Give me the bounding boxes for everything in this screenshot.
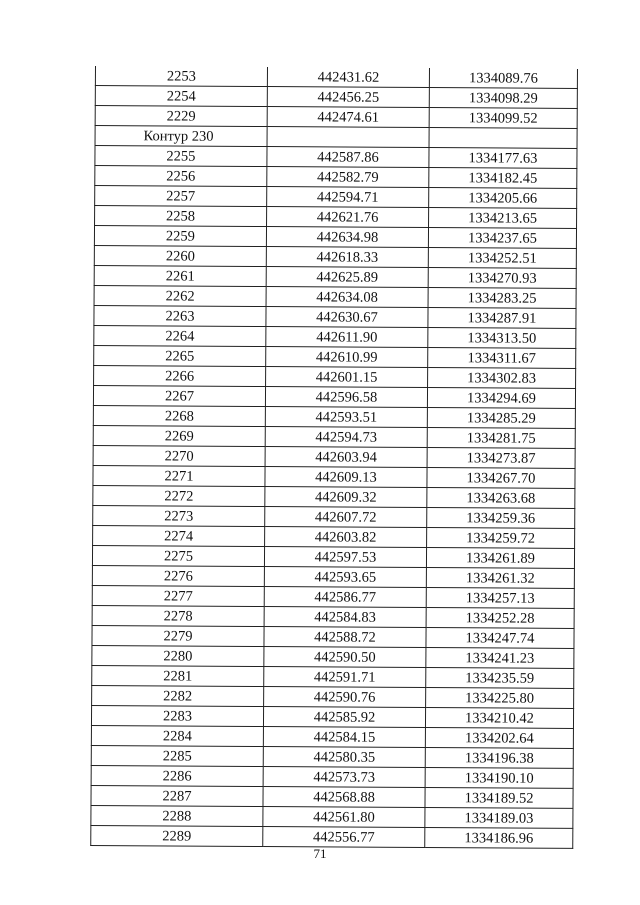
y-coordinate-cell: 1334098.29 (429, 88, 577, 109)
x-coordinate-cell: 442568.88 (263, 787, 425, 808)
x-coordinate-cell: 442585.92 (263, 707, 425, 728)
x-coordinate-cell: 442603.94 (265, 447, 427, 468)
point-number-cell: 2254 (95, 86, 267, 107)
x-coordinate-cell: 442610.99 (266, 347, 428, 368)
y-coordinate-cell: 1334252.28 (426, 608, 574, 629)
x-coordinate-cell: 442573.73 (263, 767, 425, 788)
point-number-cell: 2264 (94, 325, 266, 346)
point-number-cell: 2276 (92, 565, 264, 586)
y-coordinate-cell: 1334261.32 (426, 568, 574, 589)
x-coordinate-cell: 442634.98 (266, 227, 428, 248)
y-coordinate-cell: 1334259.36 (427, 508, 575, 529)
point-number-cell: 2267 (93, 385, 265, 406)
x-coordinate-cell: 442593.51 (265, 407, 427, 428)
x-coordinate-cell: 442582.79 (267, 167, 429, 188)
x-coordinate-cell: 442630.67 (266, 307, 428, 328)
point-number-cell: 2275 (92, 545, 264, 566)
y-coordinate-cell: 1334237.65 (428, 228, 576, 249)
point-number-cell: 2257 (95, 186, 267, 207)
point-number-cell: 2286 (91, 765, 263, 786)
y-coordinate-cell: 1334263.68 (427, 488, 575, 509)
point-number-cell: 2272 (93, 485, 265, 506)
y-coordinate-cell: 1334281.75 (427, 428, 575, 449)
y-coordinate-cell: 1334189.52 (425, 788, 573, 809)
x-coordinate-cell: 442584.83 (264, 607, 426, 628)
point-number-cell: 2258 (95, 206, 267, 227)
y-coordinate-cell: 1334285.29 (427, 408, 575, 429)
y-coordinate-cell: 1334257.13 (426, 588, 574, 609)
x-coordinate-cell: 442456.25 (267, 87, 429, 108)
y-coordinate-cell: 1334273.87 (427, 448, 575, 469)
x-coordinate-cell: 442601.15 (266, 367, 428, 388)
x-coordinate-cell: 442561.80 (263, 807, 425, 828)
x-coordinate-cell: 442625.89 (266, 267, 428, 288)
y-coordinate-cell: 1334313.50 (428, 328, 576, 349)
x-coordinate-cell: 442590.50 (264, 647, 426, 668)
x-coordinate-cell: 442596.58 (265, 387, 427, 408)
point-number-cell: 2255 (95, 146, 267, 167)
x-coordinate-cell: 442590.76 (264, 687, 426, 708)
x-coordinate-cell: 442609.32 (265, 487, 427, 508)
point-number-cell: 2253 (95, 66, 267, 87)
point-number-cell: 2266 (94, 365, 266, 386)
x-coordinate-cell: 442584.15 (263, 727, 425, 748)
point-number-cell: 2288 (91, 805, 263, 826)
point-number-cell: 2260 (94, 245, 266, 266)
x-coordinate-cell: 442591.71 (264, 667, 426, 688)
y-coordinate-cell: 1334177.63 (429, 148, 577, 169)
x-coordinate-cell: 442593.65 (264, 567, 426, 588)
x-coordinate-cell: 442588.72 (264, 627, 426, 648)
contour-label: Контур 230 (95, 126, 267, 147)
table-row (91, 825, 573, 848)
point-number-cell: 2268 (93, 405, 265, 426)
x-coordinate-cell: 442594.71 (267, 187, 429, 208)
x-coordinate-cell: 442586.77 (264, 587, 426, 608)
y-coordinate-cell: 1334302.83 (428, 368, 576, 389)
point-number-cell: 2261 (94, 265, 266, 286)
point-number-cell: 2284 (91, 725, 263, 746)
y-coordinate-cell: 1334189.03 (425, 808, 573, 829)
x-coordinate-cell: 442474.61 (267, 107, 429, 128)
x-coordinate-cell: 442580.35 (263, 747, 425, 768)
point-number-cell: 2278 (92, 605, 264, 626)
y-coordinate-cell: 1334283.25 (428, 288, 576, 309)
point-number-cell: 2256 (95, 166, 267, 187)
x-coordinate-cell: 442603.82 (265, 527, 427, 548)
point-number-cell: 2229 (95, 106, 267, 127)
coordinates-table (90, 66, 578, 849)
empty-cell-y (429, 128, 577, 149)
x-coordinate-cell: 442609.13 (265, 467, 427, 488)
point-number-cell: 2289 (91, 825, 263, 846)
y-coordinate-cell: 1334202.64 (425, 728, 573, 749)
x-coordinate-cell: 442607.72 (265, 507, 427, 528)
point-number-cell: 2273 (93, 505, 265, 526)
point-number-cell: 2271 (93, 465, 265, 486)
point-number-cell: 2259 (94, 226, 266, 247)
y-coordinate-cell: 1334186.96 (425, 828, 573, 849)
y-coordinate-cell: 1334182.45 (429, 168, 577, 189)
point-number-cell: 2262 (94, 285, 266, 306)
y-coordinate-cell: 1334252.51 (428, 248, 576, 269)
x-coordinate-cell: 442621.76 (267, 207, 429, 228)
point-number-cell: 2274 (93, 525, 265, 546)
y-coordinate-cell: 1334270.93 (428, 268, 576, 289)
x-coordinate-cell: 442556.77 (263, 827, 425, 848)
y-coordinate-cell: 1334205.66 (429, 188, 577, 209)
point-number-cell: 2282 (92, 685, 264, 706)
y-coordinate-cell: 1334261.89 (426, 548, 574, 569)
point-number-cell: 2270 (93, 445, 265, 466)
point-number-cell: 2277 (92, 585, 264, 606)
y-coordinate-cell: 1334190.10 (425, 768, 573, 789)
point-number-cell: 2265 (94, 345, 266, 366)
x-coordinate-cell: 442594.73 (265, 427, 427, 448)
y-coordinate-cell: 1334247.74 (426, 628, 574, 649)
y-coordinate-cell: 1334259.72 (427, 528, 575, 549)
y-coordinate-cell: 1334210.42 (425, 708, 573, 729)
empty-cell-x (267, 127, 429, 148)
y-coordinate-cell: 1334099.52 (429, 108, 577, 129)
page-number: 71 (313, 846, 327, 861)
x-coordinate-cell: 442587.86 (267, 147, 429, 168)
y-coordinate-cell: 1334311.67 (428, 348, 576, 369)
y-coordinate-cell: 1334294.69 (427, 388, 575, 409)
point-number-cell: 2285 (91, 745, 263, 766)
x-coordinate-cell: 442597.53 (264, 547, 426, 568)
x-coordinate-cell: 442611.90 (266, 327, 428, 348)
point-number-cell: 2287 (91, 785, 263, 806)
coordinates-table-body (91, 66, 578, 848)
y-coordinate-cell: 1334213.65 (429, 208, 577, 229)
y-coordinate-cell: 1334235.59 (426, 668, 574, 689)
point-number-cell: 2283 (91, 705, 263, 726)
point-number-cell: 2263 (94, 305, 266, 326)
y-coordinate-cell: 1334267.70 (427, 468, 575, 489)
x-coordinate-cell: 442634.08 (266, 287, 428, 308)
point-number-cell: 2269 (93, 425, 265, 446)
x-coordinate-cell: 442431.62 (267, 67, 429, 87)
y-coordinate-cell: 1334089.76 (429, 68, 577, 88)
x-coordinate-cell: 442618.33 (266, 247, 428, 268)
point-number-cell: 2280 (92, 645, 264, 666)
y-coordinate-cell: 1334241.23 (426, 648, 574, 669)
y-coordinate-cell: 1334196.38 (425, 748, 573, 769)
point-number-cell: 2279 (92, 625, 264, 646)
y-coordinate-cell: 1334225.80 (426, 688, 574, 709)
y-coordinate-cell: 1334287.91 (428, 308, 576, 329)
point-number-cell: 2281 (92, 665, 264, 686)
